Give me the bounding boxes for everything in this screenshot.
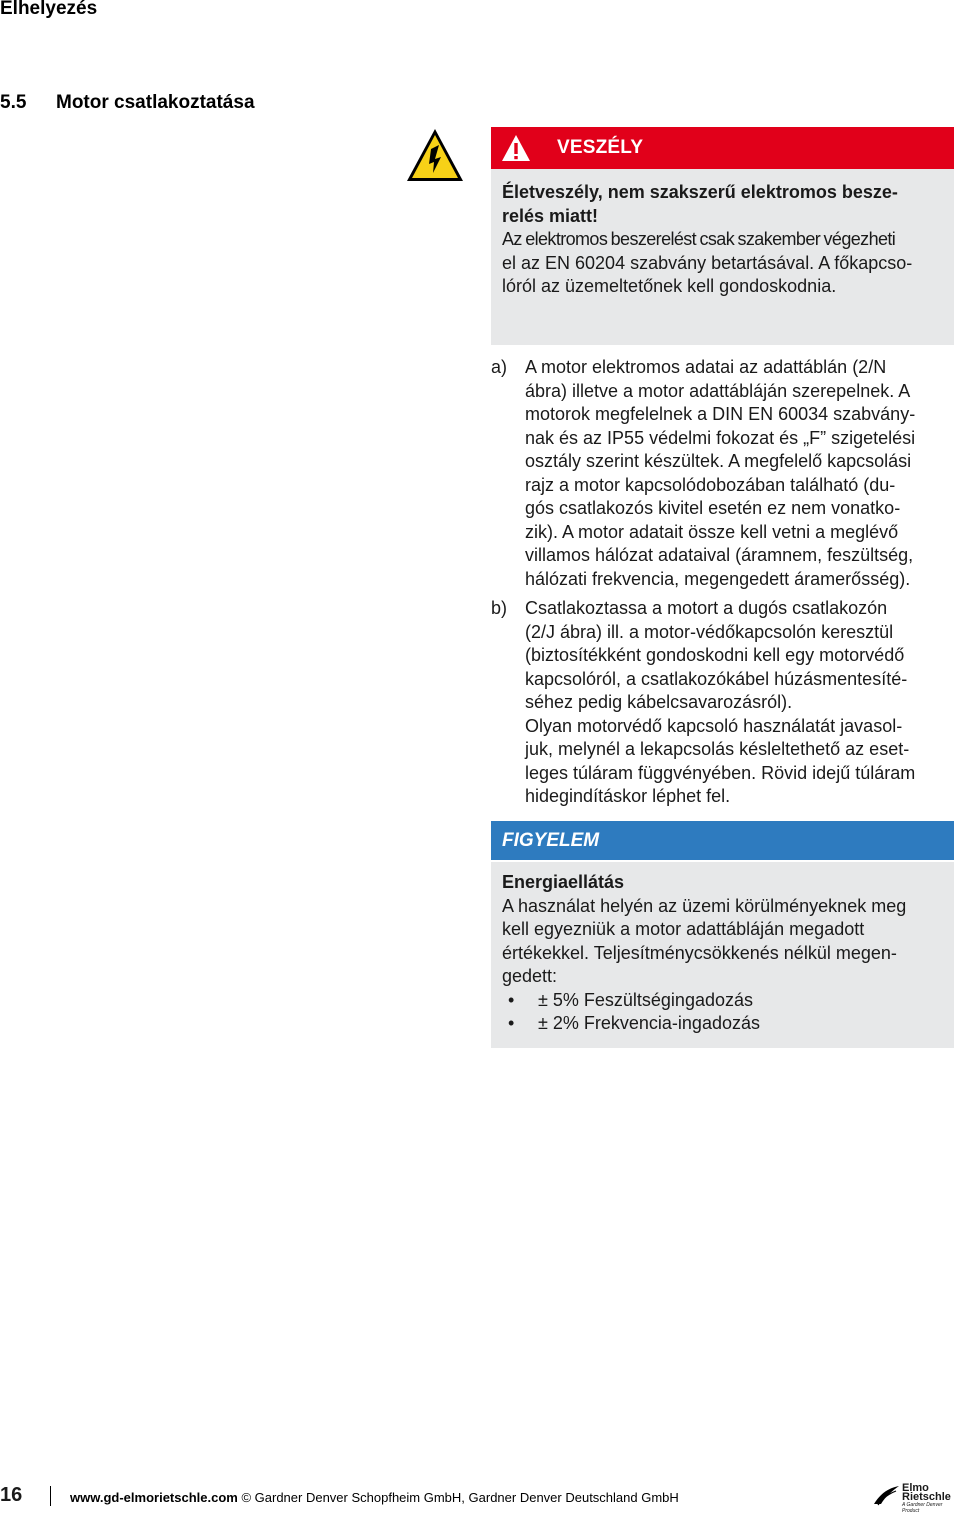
danger-body-line: Az elektromos beszerelést csak szakember végezheti [502, 229, 896, 249]
text-line: villamos hálózat adataival (áramnem, feszültség, [525, 545, 914, 565]
text-line: séhez pedig kábelcsavarozásról). [525, 692, 793, 712]
footer-divider [50, 1486, 51, 1506]
electrical-hazard-icon [405, 127, 465, 183]
text-line: leges túláram függvényében. Rövid idejű túláram [525, 762, 916, 783]
section-heading [0, 92, 255, 114]
text-line: Olyan motorvédő kapcsoló használatát javasol- [525, 715, 903, 736]
text-line: (2/J ábra) ill. a motor-védőkapcsolón keresztül [525, 621, 894, 642]
danger-heading-line: Életveszély, nem szakszerű elektromos besze- [502, 182, 898, 202]
notice-heading: Energiaellátás [502, 872, 625, 892]
bullet-item [502, 989, 943, 1013]
text-line: juk, melynél a lekapcsolás késleltethető az eset- [525, 739, 910, 759]
logo-tagline: A Gardner Denver Product [902, 1502, 943, 1514]
text-line: hidegindításkor léphet fel. [525, 786, 731, 806]
list-item [491, 597, 953, 809]
bullet-dot-icon: • [508, 989, 515, 1010]
danger-label: VESZÉLY [557, 137, 644, 158]
bullet-text: ± 2% Frekvencia-ingadozás [538, 1013, 760, 1033]
brand-logo [872, 1482, 958, 1514]
bullet-dot-icon: • [508, 1013, 515, 1033]
text-line: (biztosítékként gondoskodni kell egy motorvédő [525, 645, 905, 665]
notice-body-line: A használat helyén az üzemi körülményeknek meg [502, 895, 907, 916]
list-item-text [525, 597, 953, 809]
bullet-item [502, 1012, 943, 1036]
logo-swoosh-icon [872, 1484, 900, 1506]
section-number: 5.5 [0, 92, 27, 113]
list-marker: a) [491, 357, 508, 377]
logo-line1: Elmo [902, 1482, 929, 1494]
footer-copyright: © Gardner Denver Schopfheim GmbH, Gardner Denver Deutschland GmbH [241, 1490, 679, 1505]
instruction-list [491, 356, 953, 809]
footer-text [70, 1490, 679, 1505]
text-line: ábra) illetve a motor adattábláján szerepelnek. A [525, 380, 911, 401]
logo-line2: Rietschle [902, 1491, 951, 1503]
footer-url-link[interactable]: www.gd-elmorietschle.com [70, 1490, 238, 1505]
text-line: kapcsolóról, a csatlakozókábel húzásmentesíté- [525, 668, 908, 689]
text-line: gós csatlakozós kivitel esetén ez nem vonatko- [525, 498, 901, 518]
danger-body-line: lóról az üzemeltetőnek kell gondoskodnia. [502, 276, 837, 296]
section-title: Motor csatlakoztatása [56, 92, 255, 113]
danger-heading-line: relés miatt! [502, 205, 599, 226]
page-header-title: Elhelyezés [0, 0, 98, 19]
notice-text [491, 862, 954, 1036]
list-item [491, 356, 953, 591]
notice-label: FIGYELEM [502, 829, 600, 851]
list-item-text [525, 356, 953, 591]
text-line: nak és az IP55 védelmi fokozat és „F” szigetelési [525, 427, 916, 448]
danger-body-line: el az EN 60204 szabvány betartásával. A főkapcso- [502, 252, 913, 273]
danger-text [491, 169, 954, 299]
bullet-text: ± 5% Feszültségingadozás [538, 989, 753, 1010]
page-footer [0, 1482, 960, 1514]
danger-warning-box [491, 127, 954, 345]
notice-box [491, 862, 954, 1048]
text-line: motorok megfelelnek a DIN EN 60034 szabvány- [525, 404, 916, 424]
text-line: osztály szerint készültek. A megfelelő kapcsolási [525, 451, 912, 471]
text-line: hálózati frekvencia, megengedett áramerősség). [525, 568, 911, 589]
text-line: A motor elektromos adatai az adattáblán (2/N [525, 357, 887, 377]
notice-body-line: kell egyezniük a motor adattábláján megadott [502, 919, 865, 939]
list-marker: b) [491, 598, 508, 618]
danger-header [491, 127, 954, 169]
notice-body-line: értékekkel. Teljesítménycsökkenés nélkül megen- [502, 942, 897, 963]
notice-header [491, 821, 954, 860]
notice-body-line: gedett: [502, 966, 558, 986]
exclamation-warning-icon [501, 134, 531, 162]
text-line: zik). A motor adatait össze kell vetni a meglévő [525, 521, 899, 542]
text-line: rajz a motor kapcsolódobozában található (du- [525, 474, 896, 495]
text-line: Csatlakoztassa a motort a dugós csatlakozón [525, 598, 888, 618]
bullet-list [502, 989, 943, 1036]
page-number: 16 [0, 1484, 23, 1506]
